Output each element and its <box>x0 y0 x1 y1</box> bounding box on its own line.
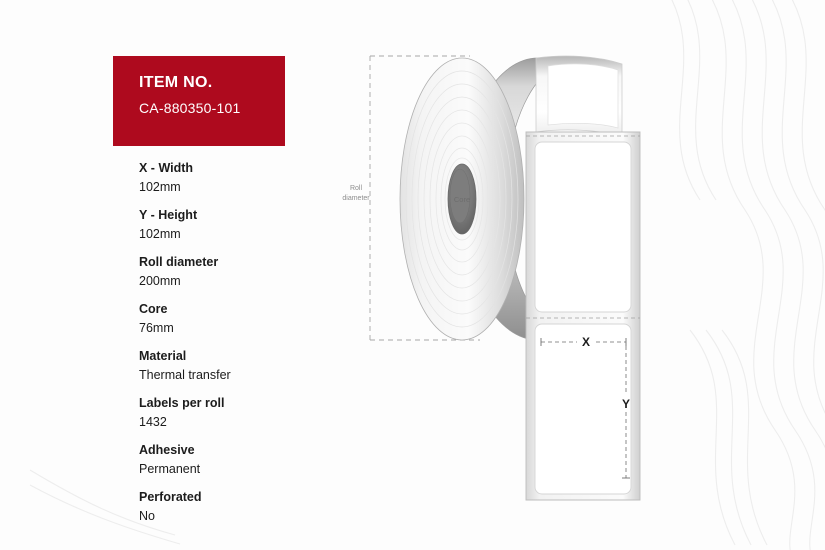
spec-value: 1432 <box>139 415 167 429</box>
spec-value: 76mm <box>139 321 174 335</box>
spec-item <box>139 207 369 243</box>
spec-value: Thermal transfer <box>139 368 231 382</box>
spec-label: Labels per roll <box>139 396 225 410</box>
spec-value: No <box>139 509 155 523</box>
spec-item <box>139 395 369 431</box>
spec-item <box>139 442 369 478</box>
spec-label: Roll diameter <box>139 255 219 269</box>
core-label: Core <box>453 195 471 204</box>
spec-label: Material <box>139 349 187 363</box>
spec-value: Permanent <box>139 462 201 476</box>
x-dimension-label: X <box>581 335 591 349</box>
spec-label: Perforated <box>139 490 202 504</box>
spec-item <box>139 254 369 290</box>
item-number-badge <box>113 56 285 146</box>
roll-diameter-label-line1: Roll <box>349 185 363 192</box>
label-web <box>526 56 640 500</box>
spec-label: X - Width <box>139 161 194 175</box>
spec-item <box>139 301 369 337</box>
specification-list <box>139 160 369 536</box>
y-dimension-label: Y <box>621 397 631 411</box>
item-number-value: CA-880350-101 <box>139 100 241 116</box>
spec-item <box>139 489 369 525</box>
spec-value: 200mm <box>139 274 181 288</box>
item-number-label: ITEM NO. <box>139 74 213 91</box>
spec-value: 102mm <box>139 227 181 241</box>
spec-value: 102mm <box>139 180 181 194</box>
spec-label: Core <box>139 302 168 316</box>
spec-label: Y - Height <box>139 208 198 222</box>
spec-item <box>139 160 369 196</box>
spec-label: Adhesive <box>139 443 195 457</box>
label-roll-illustration <box>330 30 790 530</box>
spec-item <box>139 348 369 384</box>
roll-diameter-label-line2: diameter <box>342 195 370 202</box>
